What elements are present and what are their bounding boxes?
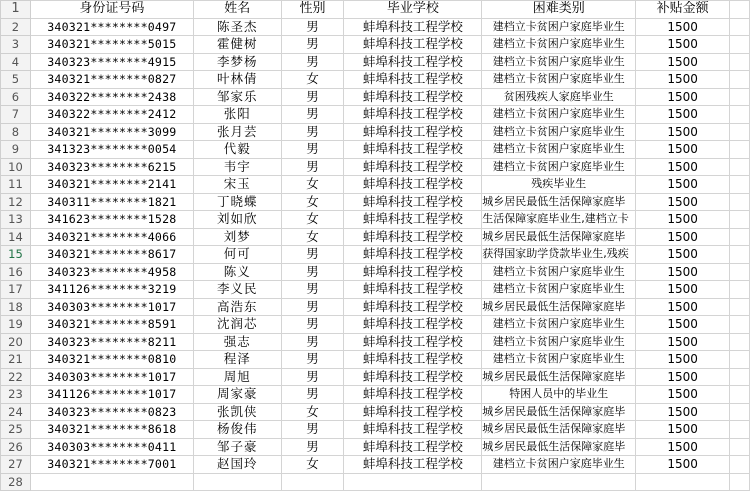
cell-gender[interactable]: 男 xyxy=(281,263,344,281)
empty-cell[interactable] xyxy=(730,281,750,299)
table-row xyxy=(1,298,750,316)
cell-school[interactable]: 蚌埠科技工程学校 xyxy=(344,298,482,316)
cell-gender[interactable]: 女 xyxy=(281,403,344,421)
row-number[interactable]: 16 xyxy=(1,263,31,281)
cell-gender[interactable]: 女 xyxy=(281,193,344,211)
cell-id-number[interactable]: 340323********8211 xyxy=(30,333,193,351)
cell-name[interactable]: 陈义 xyxy=(193,263,281,281)
cell-gender[interactable]: 女 xyxy=(281,211,344,229)
row-number[interactable]: 11 xyxy=(1,176,31,194)
empty-cell[interactable] xyxy=(482,473,636,491)
cell-name[interactable]: 韦宇 xyxy=(193,158,281,176)
cell-school[interactable]: 蚌埠科技工程学校 xyxy=(344,88,482,106)
cell-id-number[interactable]: 340323********4915 xyxy=(30,53,193,71)
table-row xyxy=(1,123,750,141)
cell-name[interactable]: 张凯侠 xyxy=(193,403,281,421)
cell-category[interactable]: 建档立卡贫困户家庭毕业生 xyxy=(482,316,636,334)
cell-school[interactable]: 蚌埠科技工程学校 xyxy=(344,123,482,141)
row-number[interactable]: 3 xyxy=(1,36,31,54)
cell-gender[interactable]: 女 xyxy=(281,456,344,474)
cell-category[interactable]: 建档立卡贫困户家庭毕业生 xyxy=(482,36,636,54)
cell-id-number[interactable]: 340321********7001 xyxy=(30,456,193,474)
cell-id-number[interactable]: 340321********0497 xyxy=(30,18,193,36)
cell-name[interactable]: 高浩东 xyxy=(193,298,281,316)
table-row xyxy=(1,246,750,264)
cell-gender[interactable]: 男 xyxy=(281,246,344,264)
table-row xyxy=(1,176,750,194)
cell-gender[interactable]: 男 xyxy=(281,88,344,106)
cell-amount[interactable]: 1500 xyxy=(636,228,730,246)
header-amount[interactable]: 补贴金额 xyxy=(636,1,730,19)
cell-name[interactable]: 程泽 xyxy=(193,351,281,369)
cell-category[interactable]: 建档立卡贫困户家庭毕业生 xyxy=(482,351,636,369)
cell-amount[interactable]: 1500 xyxy=(636,368,730,386)
cell-name[interactable]: 邹子豪 xyxy=(193,438,281,456)
cell-name[interactable]: 强志 xyxy=(193,333,281,351)
empty-cell[interactable] xyxy=(730,36,750,54)
cell-name[interactable]: 李义民 xyxy=(193,281,281,299)
cell-gender[interactable]: 男 xyxy=(281,333,344,351)
cell-category[interactable]: 城乡居民最低生活保障家庭毕 xyxy=(482,298,636,316)
cell-id-number[interactable]: 340311********1821 xyxy=(30,193,193,211)
cell-name[interactable]: 邹家乐 xyxy=(193,88,281,106)
table-row xyxy=(1,71,750,89)
row-number[interactable]: 17 xyxy=(1,281,31,299)
cell-id-number[interactable]: 340321********2141 xyxy=(30,176,193,194)
empty-cell[interactable] xyxy=(730,88,750,106)
cell-amount[interactable]: 1500 xyxy=(636,53,730,71)
row-number[interactable]: 21 xyxy=(1,351,31,369)
cell-name[interactable]: 张阳 xyxy=(193,106,281,124)
cell-school[interactable]: 蚌埠科技工程学校 xyxy=(344,403,482,421)
row-number[interactable]: 9 xyxy=(1,141,31,159)
cell-amount[interactable]: 1500 xyxy=(636,281,730,299)
cell-name[interactable]: 刘如欣 xyxy=(193,211,281,229)
empty-cell[interactable] xyxy=(730,351,750,369)
row-number[interactable]: 18 xyxy=(1,298,31,316)
cell-amount[interactable]: 1500 xyxy=(636,298,730,316)
cell-school[interactable]: 蚌埠科技工程学校 xyxy=(344,36,482,54)
cell-id-number[interactable]: 340321********3099 xyxy=(30,123,193,141)
row-number[interactable]: 28 xyxy=(1,473,31,491)
empty-cell[interactable] xyxy=(730,456,750,474)
sheet-body xyxy=(1,1,750,491)
cell-school[interactable]: 蚌埠科技工程学校 xyxy=(344,246,482,264)
cell-school[interactable]: 蚌埠科技工程学校 xyxy=(344,211,482,229)
cell-category[interactable]: 获得国家助学贷款毕业生,残疾 xyxy=(482,246,636,264)
cell-school[interactable]: 蚌埠科技工程学校 xyxy=(344,368,482,386)
row-number[interactable]: 14 xyxy=(1,228,31,246)
cell-id-number[interactable]: 340323********6215 xyxy=(30,158,193,176)
cell-gender[interactable]: 男 xyxy=(281,316,344,334)
cell-school[interactable]: 蚌埠科技工程学校 xyxy=(344,456,482,474)
table-row xyxy=(1,106,750,124)
empty-cell[interactable] xyxy=(730,421,750,439)
cell-id-number[interactable]: 341623********1528 xyxy=(30,211,193,229)
cell-category[interactable]: 建档立卡贫困户家庭毕业生 xyxy=(482,263,636,281)
empty-cell[interactable] xyxy=(730,141,750,159)
cell-amount[interactable]: 1500 xyxy=(636,158,730,176)
cell-amount[interactable]: 1500 xyxy=(636,193,730,211)
cell-name[interactable]: 何可 xyxy=(193,246,281,264)
row-number[interactable]: 26 xyxy=(1,438,31,456)
header-gender[interactable]: 性别 xyxy=(281,1,344,19)
cell-category[interactable]: 城乡居民最低生活保障家庭毕 xyxy=(482,438,636,456)
cell-school[interactable]: 蚌埠科技工程学校 xyxy=(344,193,482,211)
cell-school[interactable]: 蚌埠科技工程学校 xyxy=(344,71,482,89)
cell-school[interactable]: 蚌埠科技工程学校 xyxy=(344,421,482,439)
cell-id-number[interactable]: 340322********2438 xyxy=(30,88,193,106)
table-row xyxy=(1,316,750,334)
cell-id-number[interactable]: 340303********1017 xyxy=(30,368,193,386)
empty-cell[interactable] xyxy=(730,158,750,176)
cell-name[interactable]: 霍健树 xyxy=(193,36,281,54)
cell-school[interactable]: 蚌埠科技工程学校 xyxy=(344,351,482,369)
table-row xyxy=(1,53,750,71)
header-category[interactable]: 困难类别 xyxy=(482,1,636,19)
empty-cell[interactable] xyxy=(730,316,750,334)
header-id-number[interactable]: 身份证号码 xyxy=(30,1,193,19)
cell-school[interactable]: 蚌埠科技工程学校 xyxy=(344,141,482,159)
cell-gender[interactable]: 男 xyxy=(281,298,344,316)
cell-category[interactable]: 建档立卡贫困户家庭毕业生 xyxy=(482,106,636,124)
cell-id-number[interactable]: 340323********4958 xyxy=(30,263,193,281)
table-row xyxy=(1,421,750,439)
cell-gender[interactable]: 女 xyxy=(281,176,344,194)
table-row xyxy=(1,228,750,246)
cell-category[interactable]: 城乡居民最低生活保障家庭毕 xyxy=(482,421,636,439)
empty-cell[interactable] xyxy=(30,473,193,491)
empty-cell[interactable] xyxy=(193,473,281,491)
cell-amount[interactable]: 1500 xyxy=(636,123,730,141)
cell-amount[interactable]: 1500 xyxy=(636,36,730,54)
empty-cell[interactable] xyxy=(730,368,750,386)
table-row xyxy=(1,368,750,386)
cell-amount[interactable]: 1500 xyxy=(636,421,730,439)
cell-id-number[interactable]: 340321********8591 xyxy=(30,316,193,334)
row-number[interactable]: 7 xyxy=(1,106,31,124)
cell-gender[interactable]: 女 xyxy=(281,228,344,246)
cell-amount[interactable]: 1500 xyxy=(636,141,730,159)
row-number[interactable]: 10 xyxy=(1,158,31,176)
header-name[interactable]: 姓名 xyxy=(193,1,281,19)
cell-category[interactable]: 贫困残疾人家庭毕业生 xyxy=(482,88,636,106)
empty-cell[interactable] xyxy=(730,106,750,124)
empty-cell[interactable] xyxy=(730,246,750,264)
empty-cell[interactable] xyxy=(636,473,730,491)
row-number[interactable]: 25 xyxy=(1,421,31,439)
cell-school[interactable]: 蚌埠科技工程学校 xyxy=(344,386,482,404)
cell-amount[interactable]: 1500 xyxy=(636,176,730,194)
cell-amount[interactable]: 1500 xyxy=(636,211,730,229)
cell-amount[interactable]: 1500 xyxy=(636,246,730,264)
cell-name[interactable]: 沈润芯 xyxy=(193,316,281,334)
row-number[interactable]: 8 xyxy=(1,123,31,141)
cell-category[interactable]: 城乡居民最低生活保障家庭毕 xyxy=(482,228,636,246)
cell-category[interactable]: 生活保障家庭毕业生,建档立卡 xyxy=(482,211,636,229)
cell-id-number[interactable]: 340303********1017 xyxy=(30,298,193,316)
cell-school[interactable]: 蚌埠科技工程学校 xyxy=(344,158,482,176)
empty-cell[interactable] xyxy=(730,193,750,211)
cell-gender[interactable]: 男 xyxy=(281,386,344,404)
cell-id-number[interactable]: 340303********0411 xyxy=(30,438,193,456)
cell-school[interactable]: 蚌埠科技工程学校 xyxy=(344,263,482,281)
table-row xyxy=(1,18,750,36)
cell-category[interactable]: 城乡居民最低生活保障家庭毕 xyxy=(482,193,636,211)
row-number[interactable]: 24 xyxy=(1,403,31,421)
cell-id-number[interactable]: 341126********3219 xyxy=(30,281,193,299)
row-number[interactable]: 12 xyxy=(1,193,31,211)
cell-amount[interactable]: 1500 xyxy=(636,88,730,106)
cell-id-number[interactable]: 341126********1017 xyxy=(30,386,193,404)
cell-name[interactable]: 宋玉 xyxy=(193,176,281,194)
cell-school[interactable]: 蚌埠科技工程学校 xyxy=(344,106,482,124)
cell-category[interactable]: 残疾毕业生 xyxy=(482,176,636,194)
empty-cell[interactable] xyxy=(730,18,750,36)
row-number[interactable]: 23 xyxy=(1,386,31,404)
cell-category[interactable]: 建档立卡贫困户家庭毕业生 xyxy=(482,281,636,299)
cell-school[interactable]: 蚌埠科技工程学校 xyxy=(344,438,482,456)
cell-gender[interactable]: 男 xyxy=(281,281,344,299)
cell-amount[interactable]: 1500 xyxy=(636,263,730,281)
cell-amount[interactable]: 1500 xyxy=(636,403,730,421)
cell-name[interactable]: 赵国玲 xyxy=(193,456,281,474)
empty-cell[interactable] xyxy=(730,333,750,351)
cell-name[interactable]: 周家豪 xyxy=(193,386,281,404)
row-number[interactable]: 4 xyxy=(1,53,31,71)
cell-category[interactable]: 建档立卡贫困户家庭毕业生 xyxy=(482,18,636,36)
cell-id-number[interactable]: 340322********2412 xyxy=(30,106,193,124)
cell-gender[interactable]: 女 xyxy=(281,71,344,89)
cell-category[interactable]: 建档立卡贫困户家庭毕业生 xyxy=(482,158,636,176)
table-row xyxy=(1,141,750,159)
cell-gender[interactable]: 男 xyxy=(281,53,344,71)
table-row xyxy=(1,193,750,211)
table-row xyxy=(1,403,750,421)
row-number[interactable]: 6 xyxy=(1,88,31,106)
cell-name[interactable]: 张月芸 xyxy=(193,123,281,141)
table-row xyxy=(1,438,750,456)
empty-cell[interactable] xyxy=(730,211,750,229)
header-row xyxy=(1,1,750,19)
cell-school[interactable]: 蚌埠科技工程学校 xyxy=(344,18,482,36)
row-number[interactable]: 27 xyxy=(1,456,31,474)
cell-category[interactable]: 城乡居民最低生活保障家庭毕 xyxy=(482,368,636,386)
cell-category[interactable]: 建档立卡贫困户家庭毕业生 xyxy=(482,333,636,351)
empty-cell[interactable] xyxy=(730,386,750,404)
cell-id-number[interactable]: 340321********0827 xyxy=(30,71,193,89)
cell-id-number[interactable]: 340321********8618 xyxy=(30,421,193,439)
cell-id-number[interactable]: 341323********0054 xyxy=(30,141,193,159)
cell-category[interactable]: 建档立卡贫困户家庭毕业生 xyxy=(482,123,636,141)
empty-cell[interactable] xyxy=(730,176,750,194)
table-row xyxy=(1,281,750,299)
table-row xyxy=(1,473,750,491)
cell-amount[interactable]: 1500 xyxy=(636,386,730,404)
cell-name[interactable]: 杨俊伟 xyxy=(193,421,281,439)
cell-gender[interactable]: 男 xyxy=(281,351,344,369)
empty-cell[interactable] xyxy=(730,228,750,246)
empty-cell[interactable] xyxy=(730,1,750,19)
empty-cell[interactable] xyxy=(730,123,750,141)
cell-id-number[interactable]: 340321********0810 xyxy=(30,351,193,369)
table-row xyxy=(1,351,750,369)
cell-amount[interactable]: 1500 xyxy=(636,18,730,36)
table-row xyxy=(1,386,750,404)
row-number[interactable]: 2 xyxy=(1,18,31,36)
empty-cell[interactable] xyxy=(730,403,750,421)
cell-id-number[interactable]: 340321********5015 xyxy=(30,36,193,54)
cell-school[interactable]: 蚌埠科技工程学校 xyxy=(344,228,482,246)
cell-gender[interactable]: 男 xyxy=(281,368,344,386)
cell-name[interactable]: 刘梦 xyxy=(193,228,281,246)
cell-amount[interactable]: 1500 xyxy=(636,333,730,351)
cell-name[interactable]: 陈圣杰 xyxy=(193,18,281,36)
cell-id-number[interactable]: 340321********8617 xyxy=(30,246,193,264)
cell-id-number[interactable]: 340323********0823 xyxy=(30,403,193,421)
cell-gender[interactable]: 男 xyxy=(281,106,344,124)
empty-cell[interactable] xyxy=(730,263,750,281)
cell-school[interactable]: 蚌埠科技工程学校 xyxy=(344,53,482,71)
cell-school[interactable]: 蚌埠科技工程学校 xyxy=(344,316,482,334)
cell-category[interactable]: 城乡居民最低生活保障家庭毕 xyxy=(482,403,636,421)
empty-cell[interactable] xyxy=(730,71,750,89)
cell-amount[interactable]: 1500 xyxy=(636,106,730,124)
row-number[interactable]: 13 xyxy=(1,211,31,229)
table-row xyxy=(1,456,750,474)
table-row xyxy=(1,158,750,176)
table-row xyxy=(1,263,750,281)
cell-gender[interactable]: 男 xyxy=(281,438,344,456)
cell-amount[interactable]: 1500 xyxy=(636,438,730,456)
cell-amount[interactable]: 1500 xyxy=(636,456,730,474)
cell-id-number[interactable]: 340321********4066 xyxy=(30,228,193,246)
cell-school[interactable]: 蚌埠科技工程学校 xyxy=(344,176,482,194)
cell-gender[interactable]: 男 xyxy=(281,36,344,54)
cell-amount[interactable]: 1500 xyxy=(636,316,730,334)
empty-cell[interactable] xyxy=(730,473,750,491)
cell-gender[interactable]: 男 xyxy=(281,158,344,176)
cell-category[interactable]: 特困人员中的毕业生 xyxy=(482,386,636,404)
empty-cell[interactable] xyxy=(730,438,750,456)
cell-gender[interactable]: 男 xyxy=(281,141,344,159)
row-number[interactable]: 15 xyxy=(1,246,31,264)
row-number[interactable]: 20 xyxy=(1,333,31,351)
header-school[interactable]: 毕业学校 xyxy=(344,1,482,19)
cell-name[interactable]: 李梦杨 xyxy=(193,53,281,71)
table-row xyxy=(1,88,750,106)
table-row xyxy=(1,333,750,351)
row-number[interactable]: 19 xyxy=(1,316,31,334)
table-row xyxy=(1,36,750,54)
cell-gender[interactable]: 男 xyxy=(281,18,344,36)
cell-school[interactable]: 蚌埠科技工程学校 xyxy=(344,281,482,299)
cell-category[interactable]: 建档立卡贫困户家庭毕业生 xyxy=(482,53,636,71)
cell-name[interactable]: 丁晓蝶 xyxy=(193,193,281,211)
cell-name[interactable]: 代毅 xyxy=(193,141,281,159)
cell-amount[interactable]: 1500 xyxy=(636,71,730,89)
empty-cell[interactable] xyxy=(730,53,750,71)
cell-school[interactable]: 蚌埠科技工程学校 xyxy=(344,333,482,351)
cell-category[interactable]: 建档立卡贫困户家庭毕业生 xyxy=(482,456,636,474)
cell-gender[interactable]: 男 xyxy=(281,421,344,439)
cell-name[interactable]: 周旭 xyxy=(193,368,281,386)
cell-name[interactable]: 叶林倩 xyxy=(193,71,281,89)
cell-category[interactable]: 建档立卡贫困户家庭毕业生 xyxy=(482,71,636,89)
empty-cell[interactable] xyxy=(730,298,750,316)
empty-cell[interactable] xyxy=(344,473,482,491)
row-number[interactable]: 22 xyxy=(1,368,31,386)
table-row xyxy=(1,211,750,229)
cell-amount[interactable]: 1500 xyxy=(636,351,730,369)
cell-gender[interactable]: 男 xyxy=(281,123,344,141)
empty-cell[interactable] xyxy=(281,473,344,491)
row-number[interactable]: 5 xyxy=(1,71,31,89)
row-number[interactable]: 1 xyxy=(1,1,31,19)
cell-category[interactable]: 建档立卡贫困户家庭毕业生 xyxy=(482,141,636,159)
